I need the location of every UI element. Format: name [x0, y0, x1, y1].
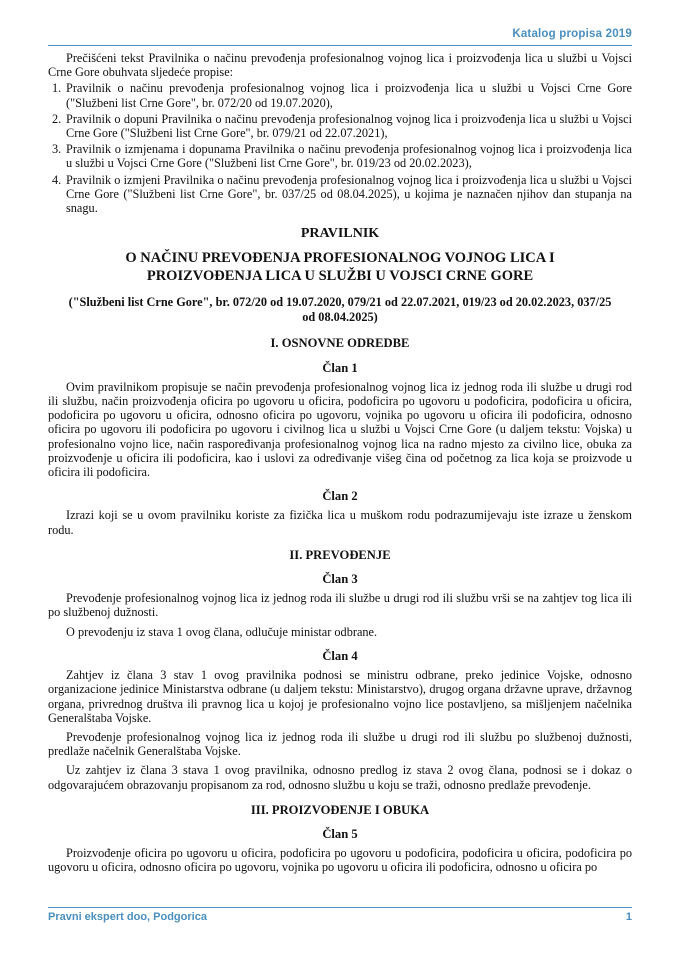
list-item: 4. Pravilnik o izmjeni Pravilnika o načinu prevođenja profesionalnog vojnog lica i proizvođenja lica u službi u Vojsci Crne Gore ("Službeni list Crne Gore", br. 037/25 od 08.04.2025), u kojima je naznačen njihov dan stupanja na snagu.: [52, 172, 632, 216]
article-paragraph: Izrazi koji se u ovom pravilniku koriste za fizička lica u muškom rodu podrazumijevaju iste izraze u ženskom rodu.: [48, 508, 632, 537]
section-heading: I. OSNOVNE ODREDBE: [270, 336, 410, 351]
doc-type: PRAVILNIK: [300, 226, 380, 242]
page-footer: [48, 907, 632, 923]
page-number: 1: [625, 911, 632, 923]
article-heading: Član 1: [322, 360, 358, 375]
footer-rule: [48, 907, 632, 908]
article-heading: Član 5: [322, 826, 358, 841]
article-heading: Član 3: [322, 572, 358, 587]
article-paragraph: Prevođenje profesionalnog vojnog lica iz jednog roda ili službe u drugi rod ili službu vrši se na zahtjev tog lica ili po službenoj dužnosti.: [48, 591, 632, 620]
intro-paragraph: Prečišćeni tekst Pravilnika o načinu prevođenja profesionalnog vojnog lica i proizvođenja lica u službi u Vojsci Crne Gore obuhvata sljedeće propise:: [48, 51, 632, 80]
header-rule: [48, 45, 632, 46]
publisher-name: Pravni ekspert doo, Podgorica: [48, 911, 207, 923]
article-paragraph: Uz zahtjev iz člana 3 stava 1 ovog pravilnika, odnosno predlog iz stava 2 ovog člana, podnosi se i dokaz o odgovarajućem obrazovanju propisanom za rod, odnosno službu u koju se traži, odnosno predlaže prevođenje.: [48, 763, 632, 792]
article-paragraph: Proizvođenje oficira po ugovoru u oficira, podoficira po ugovoru u podoficira, podoficira u oficira, podoficira po ugovoru u oficira, odnosno oficira po ugovoru, vojnika po ugovoru u oficira ili podoficira, odnosno u oficira po: [48, 846, 632, 875]
list-item: 2. Pravilnik o dopuni Pravilnika o načinu prevođenja profesionalnog vojnog lica i proizvođenja lica u službi u Vojsci Crne Gore ("Službeni list Crne Gore", br. 079/21 od 22.07.2021),: [52, 111, 632, 141]
section-heading: III. PROIZVOĐENJE I OBUKA: [250, 802, 430, 817]
catalog-title: Katalog propisa 2019: [512, 28, 632, 40]
article-paragraph: O prevođenju iz stava 1 ovog člana, odlučuje ministar odbrane.: [66, 624, 378, 639]
list-item: 1. Pravilnik o načinu prevođenja profesionalnog vojnog lica i proizvođenja lica u službi u Vojsci Crne Gore ("Službeni list Crne Gore", br. 072/20 od 19.07.2020),: [52, 81, 632, 110]
article-heading: Član 4: [322, 648, 358, 663]
page-header: [48, 28, 632, 46]
article-heading: Član 2: [322, 489, 358, 504]
list-item: 3. Pravilnik o izmjenama i dopunama Pravilnika o načinu prevođenja profesionalnog vojnog lica i proizvođenja lica u službi u Vojsci Crne Gore ("Službeni list Crne Gore", br. 019/23 od 20.02.2023),: [52, 142, 632, 171]
article-paragraph: Prevođenje profesionalnog vojnog lica iz jednog roda ili službe u drugi rod ili službu po službenoj dužnosti, predlaže načelnik Generalštaba Vojske.: [48, 729, 632, 759]
amendments-list: [48, 81, 632, 215]
gazette-reference: ("Službeni list Crne Gore", br. 072/20 od 19.07.2020, 079/21 od 22.07.2021, 019/23 od 20.02.2023, 037/25 od 08.04.2025): [68, 295, 612, 325]
article-paragraph: Ovim pravilnikom propisuje se način prevođenja profesionalnog vojnog lica iz jednog roda ili službe u drugi rod ili službu, način proizvođenja oficira po ugovoru u oficira, podoficira po ugovoru u podoficira, podoficira u oficira, podoficira po ugovoru u oficira, odnosno oficira po ugovoru, vojnika po ugovoru u oficira ili podoficira, odnosno oficira po ugovoru ili podoficira po ugovoru i civilnog lica u službi u Vojsci Crne Gore (u daljem tekstu: Vojska) u profesionalno vojno lice, način raspoređivanja profesionalnog vojnog lica na radno mjesto za civilno lice, obuka za proizvođenje u oficira ili podoficira, kao i uslovi za određivanje višeg čina od početnog za lica koja se proizvode u oficira ili podoficira.: [48, 379, 632, 480]
document-body: [48, 51, 632, 875]
article-paragraph: Zahtjev iz člana 3 stav 1 ovog pravilnika podnosi se ministru odbrane, preko jedinice Vojske, odnosno organizacione jedinice Ministarstva odbrane (u daljem tekstu: Ministarstvo), drugog organa državne uprave, državnog organa, privrednog društva ili pravnog lica u kojoj je profesionalno vojno lice postavljeno, sa mišljenjem načelnika Generalštaba Vojske.: [48, 668, 632, 725]
section-heading: II. PREVOĐENJE: [289, 547, 391, 562]
doc-title: O NAČINU PREVOĐENJA PROFESIONALNOG VOJNOG LICA I PROIZVOĐENJA LICA U SLUŽBI U VOJSCI CRNE GORE: [125, 250, 555, 285]
